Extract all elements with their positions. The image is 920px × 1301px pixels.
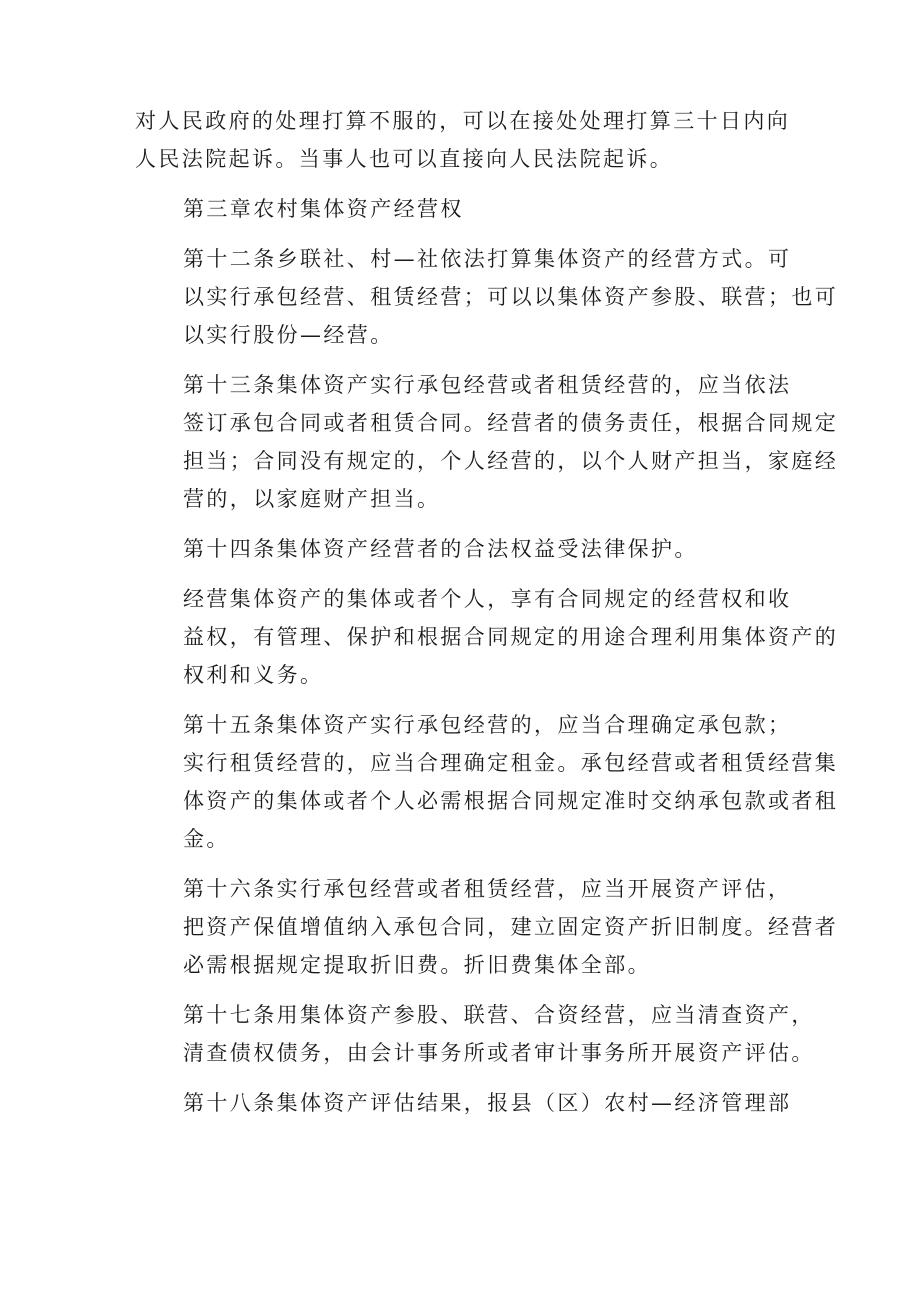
text-line: 人民法院起诉。当事人也可以直接向人民法院起诉。 <box>135 147 674 171</box>
article-13 <box>135 366 839 518</box>
document-page <box>135 102 839 1134</box>
text-line: 金。 <box>183 827 230 851</box>
text-line: 把资产保值增值纳入承包合同，建立固定资产折旧制度。经营者 <box>183 915 839 939</box>
text-line: 以实行承包经营、租赁经营；可以以集体资产参股、联营；也可 <box>183 285 839 309</box>
article-15 <box>135 706 839 858</box>
text-line: 权利和义务。 <box>183 663 324 687</box>
text-line: 经营集体资产的集体或者个人，享有合同规定的经营权和收 <box>183 587 792 611</box>
text-line: 第三章农村集体资产经营权 <box>183 197 464 221</box>
text-line: 第十八条集体资产评估结果，报县（区）农村—经济管理部 <box>183 1091 792 1115</box>
text-line: 体资产的集体或者个人必需根据合同规定准时交纳承包款或者租 <box>183 789 839 813</box>
article-17 <box>135 996 815 1072</box>
article-14 <box>135 530 795 568</box>
text-line: 第十二条乡联社、村—社依法打算集体资产的经营方式。可 <box>183 247 792 271</box>
chapter-heading <box>135 190 795 228</box>
text-line: 营的，以家庭财产担当。 <box>183 487 441 511</box>
article-12 <box>135 240 839 354</box>
text-line: 第十六条实行承包经营或者租赁经营，应当开展资产评估， <box>183 877 792 901</box>
text-line: 清查债权债务，由会计事务所或者审计事务所开展资产评估。 <box>183 1041 815 1065</box>
text-line: 第十三条集体资产实行承包经营或者租赁经营的，应当依法 <box>183 373 792 397</box>
article-18 <box>135 1084 795 1122</box>
text-line: 益权，有管理、保护和根据合同规定的用途合理利用集体资产的 <box>183 625 839 649</box>
text-line: 签订承包合同或者租赁合同。经营者的债务责任，根据合同规定 <box>183 411 839 435</box>
text-line: 第十七条用集体资产参股、联营、合资经营，应当清查资产， <box>183 1003 815 1027</box>
text-line: 担当；合同没有规定的，个人经营的，以个人财产担当，家庭经 <box>183 449 839 473</box>
article-16 <box>135 870 839 984</box>
text-line: 第十四条集体资产经营者的合法权益受法律保护。 <box>183 537 698 561</box>
text-line: 实行租赁经营的，应当合理确定租金。承包经营或者租赁经营集 <box>183 751 839 775</box>
text-line: 以实行股份—经营。 <box>183 323 394 347</box>
paragraph-appeal <box>135 102 795 178</box>
text-line: 对人民政府的处理打算不服的，可以在接处处理打算三十日内向 <box>135 109 791 133</box>
article-14-detail <box>135 580 839 694</box>
text-line: 第十五条集体资产实行承包经营的，应当合理确定承包款； <box>183 713 792 737</box>
text-line: 必需根据规定提取折旧费。折旧费集体全部。 <box>183 953 651 977</box>
